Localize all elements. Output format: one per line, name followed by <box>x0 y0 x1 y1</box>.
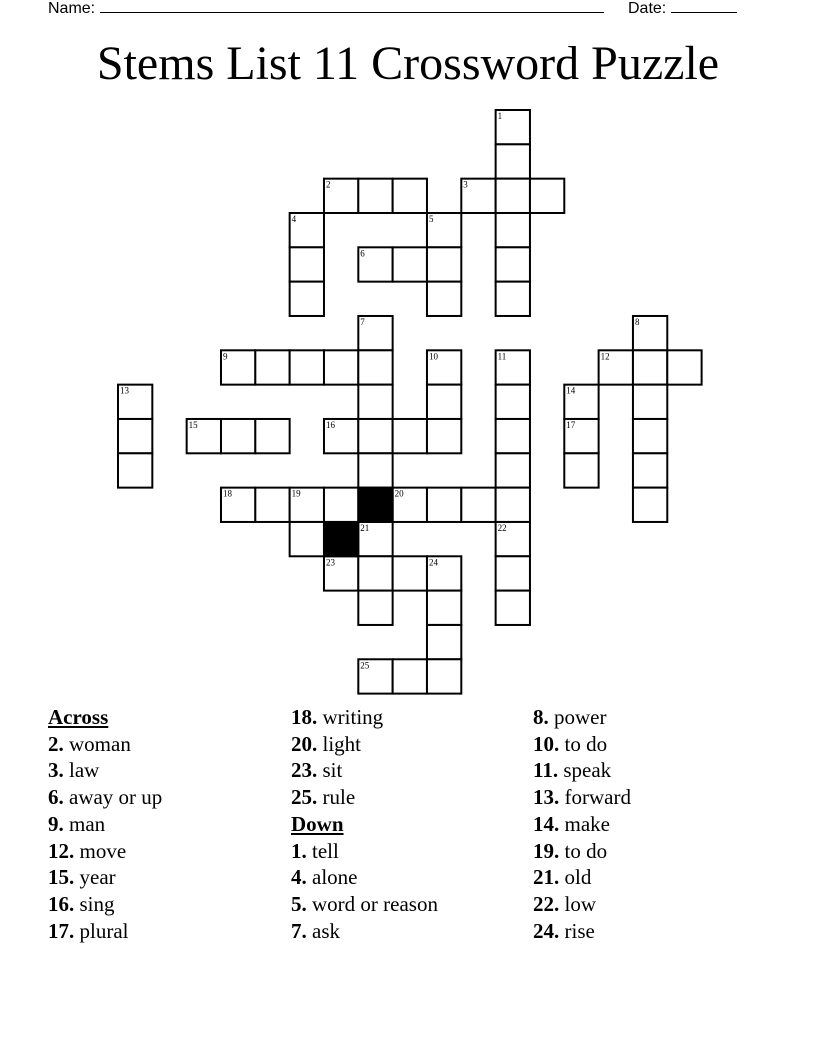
name-label: Name: <box>48 0 96 17</box>
cell-number: 24 <box>428 557 438 568</box>
cell-number: 7 <box>360 316 365 327</box>
grid-cell[interactable] <box>427 591 461 625</box>
grid-cell[interactable] <box>290 522 324 556</box>
clue-across-17: 17. plural <box>48 918 129 943</box>
cell-number: 11 <box>497 351 507 362</box>
clue-down-10: 10. to do <box>533 731 608 756</box>
cell-number: 22 <box>497 522 507 533</box>
clue-down-8: 8. power <box>533 705 607 729</box>
clue-down-14: 14. make <box>533 811 610 836</box>
cell-number: 3 <box>463 179 468 190</box>
cell-number: 20 <box>394 488 404 499</box>
cell-number: 4 <box>291 213 297 224</box>
grid-cell[interactable] <box>358 556 392 590</box>
cell-number: 23 <box>325 557 335 568</box>
grid-cell[interactable] <box>496 453 530 487</box>
clue-across-12: 12. move <box>48 838 127 863</box>
grid-cell[interactable] <box>633 385 667 419</box>
grid-cell[interactable] <box>290 350 324 384</box>
cell-number: 13 <box>120 385 129 396</box>
grid-cell[interactable] <box>496 488 530 522</box>
clue-down-24: 24. rise <box>533 918 595 943</box>
clue-across-6: 6. away or up <box>48 785 163 810</box>
clue-down-7: 7. ask <box>291 918 340 943</box>
grid-cell[interactable] <box>427 385 461 419</box>
cell-number: 5 <box>428 213 434 224</box>
black-grid-cell <box>324 522 358 556</box>
cell-number: 10 <box>428 351 438 362</box>
cell-number: 17 <box>566 419 576 430</box>
grid-cell[interactable] <box>496 179 530 213</box>
grid-cell[interactable] <box>324 488 358 522</box>
grid-cell[interactable] <box>358 350 392 384</box>
grid-cell[interactable] <box>427 247 461 281</box>
clue-down-4: 4. alone <box>291 865 358 890</box>
grid-cell[interactable] <box>496 144 530 178</box>
grid-cell[interactable] <box>496 213 530 247</box>
grid-cell[interactable] <box>358 453 392 487</box>
grid-cell[interactable] <box>530 179 564 213</box>
clue-down-19: 19. to do <box>533 838 608 863</box>
grid-cell[interactable] <box>427 419 461 453</box>
grid-cell[interactable] <box>427 659 461 693</box>
grid-cell[interactable] <box>393 419 427 453</box>
clue-down-5: 5. word or reason <box>291 891 438 916</box>
clue-across-23: 23. sit <box>291 758 343 783</box>
clue-across-25: 25. rule <box>291 785 356 810</box>
clue-across-18: 18. writing <box>291 705 384 729</box>
clue-across-20: 20. light <box>291 731 362 756</box>
black-grid-cell <box>358 488 392 522</box>
grid-cell[interactable] <box>496 385 530 419</box>
clue-down-1: 1. tell <box>291 838 339 863</box>
clue-down-11: 11. speak <box>533 758 612 783</box>
cell-number: 15 <box>188 419 198 430</box>
clue-down-13: 13. forward <box>533 785 631 810</box>
grid-cell[interactable] <box>358 385 392 419</box>
grid-cell[interactable] <box>358 179 392 213</box>
grid-cell[interactable] <box>633 453 667 487</box>
grid-cell[interactable] <box>393 179 427 213</box>
grid-cell[interactable] <box>496 419 530 453</box>
clue-down-21: 21. old <box>533 865 592 890</box>
grid-cell[interactable] <box>255 488 289 522</box>
grid-cell[interactable] <box>427 488 461 522</box>
down-heading: Down <box>291 811 344 836</box>
grid-cell[interactable] <box>358 591 392 625</box>
clue-down-22: 22. low <box>533 891 596 916</box>
grid-cell[interactable] <box>118 453 152 487</box>
grid-cell[interactable] <box>496 247 530 281</box>
grid-cell[interactable] <box>118 419 152 453</box>
clue-column-2 <box>291 704 531 944</box>
grid-cell[interactable] <box>221 419 255 453</box>
cell-number: 12 <box>600 351 610 362</box>
cell-number: 8 <box>634 316 640 327</box>
grid-cell[interactable] <box>427 625 461 659</box>
grid-cell[interactable] <box>255 350 289 384</box>
grid-cell[interactable] <box>290 247 324 281</box>
clue-column-3 <box>533 704 773 944</box>
grid-cell[interactable] <box>393 247 427 281</box>
cell-number: 6 <box>360 248 365 259</box>
grid-cell[interactable] <box>358 419 392 453</box>
across-heading: Across <box>48 705 109 729</box>
grid-cell[interactable] <box>393 659 427 693</box>
cell-number: 25 <box>360 660 370 671</box>
grid-cell[interactable] <box>461 488 495 522</box>
clue-across-3: 3. law <box>48 758 100 783</box>
clue-across-16: 16. sing <box>48 891 115 916</box>
cell-number: 9 <box>222 351 228 362</box>
cell-number: 18 <box>222 488 232 499</box>
clue-across-9: 9. man <box>48 811 106 836</box>
cell-number: 19 <box>291 488 301 499</box>
cell-number: 21 <box>360 522 370 533</box>
grid-cell[interactable] <box>633 488 667 522</box>
grid-cell[interactable] <box>427 282 461 316</box>
grid-cell[interactable] <box>324 350 358 384</box>
grid-cell[interactable] <box>255 419 289 453</box>
clue-across-15: 15. year <box>48 865 116 890</box>
clue-across-2: 2. woman <box>48 731 131 756</box>
grid-cell[interactable] <box>496 282 530 316</box>
grid-cell[interactable] <box>633 419 667 453</box>
clue-column-1 <box>48 704 288 944</box>
cell-number: 1 <box>497 111 503 121</box>
page-title: Stems List 11 Crossword Puzzle <box>96 37 720 90</box>
grid-cell[interactable] <box>496 591 530 625</box>
date-label: Date: <box>628 0 667 17</box>
grid-cell[interactable] <box>290 282 324 316</box>
grid-cell[interactable] <box>667 350 701 384</box>
grid-cell[interactable] <box>393 556 427 590</box>
cell-number: 14 <box>566 385 576 396</box>
cell-number: 2 <box>325 179 331 190</box>
grid-cell[interactable] <box>633 350 667 384</box>
grid-cell[interactable] <box>496 556 530 590</box>
cell-number: 16 <box>325 419 335 430</box>
grid-cell[interactable] <box>564 453 598 487</box>
